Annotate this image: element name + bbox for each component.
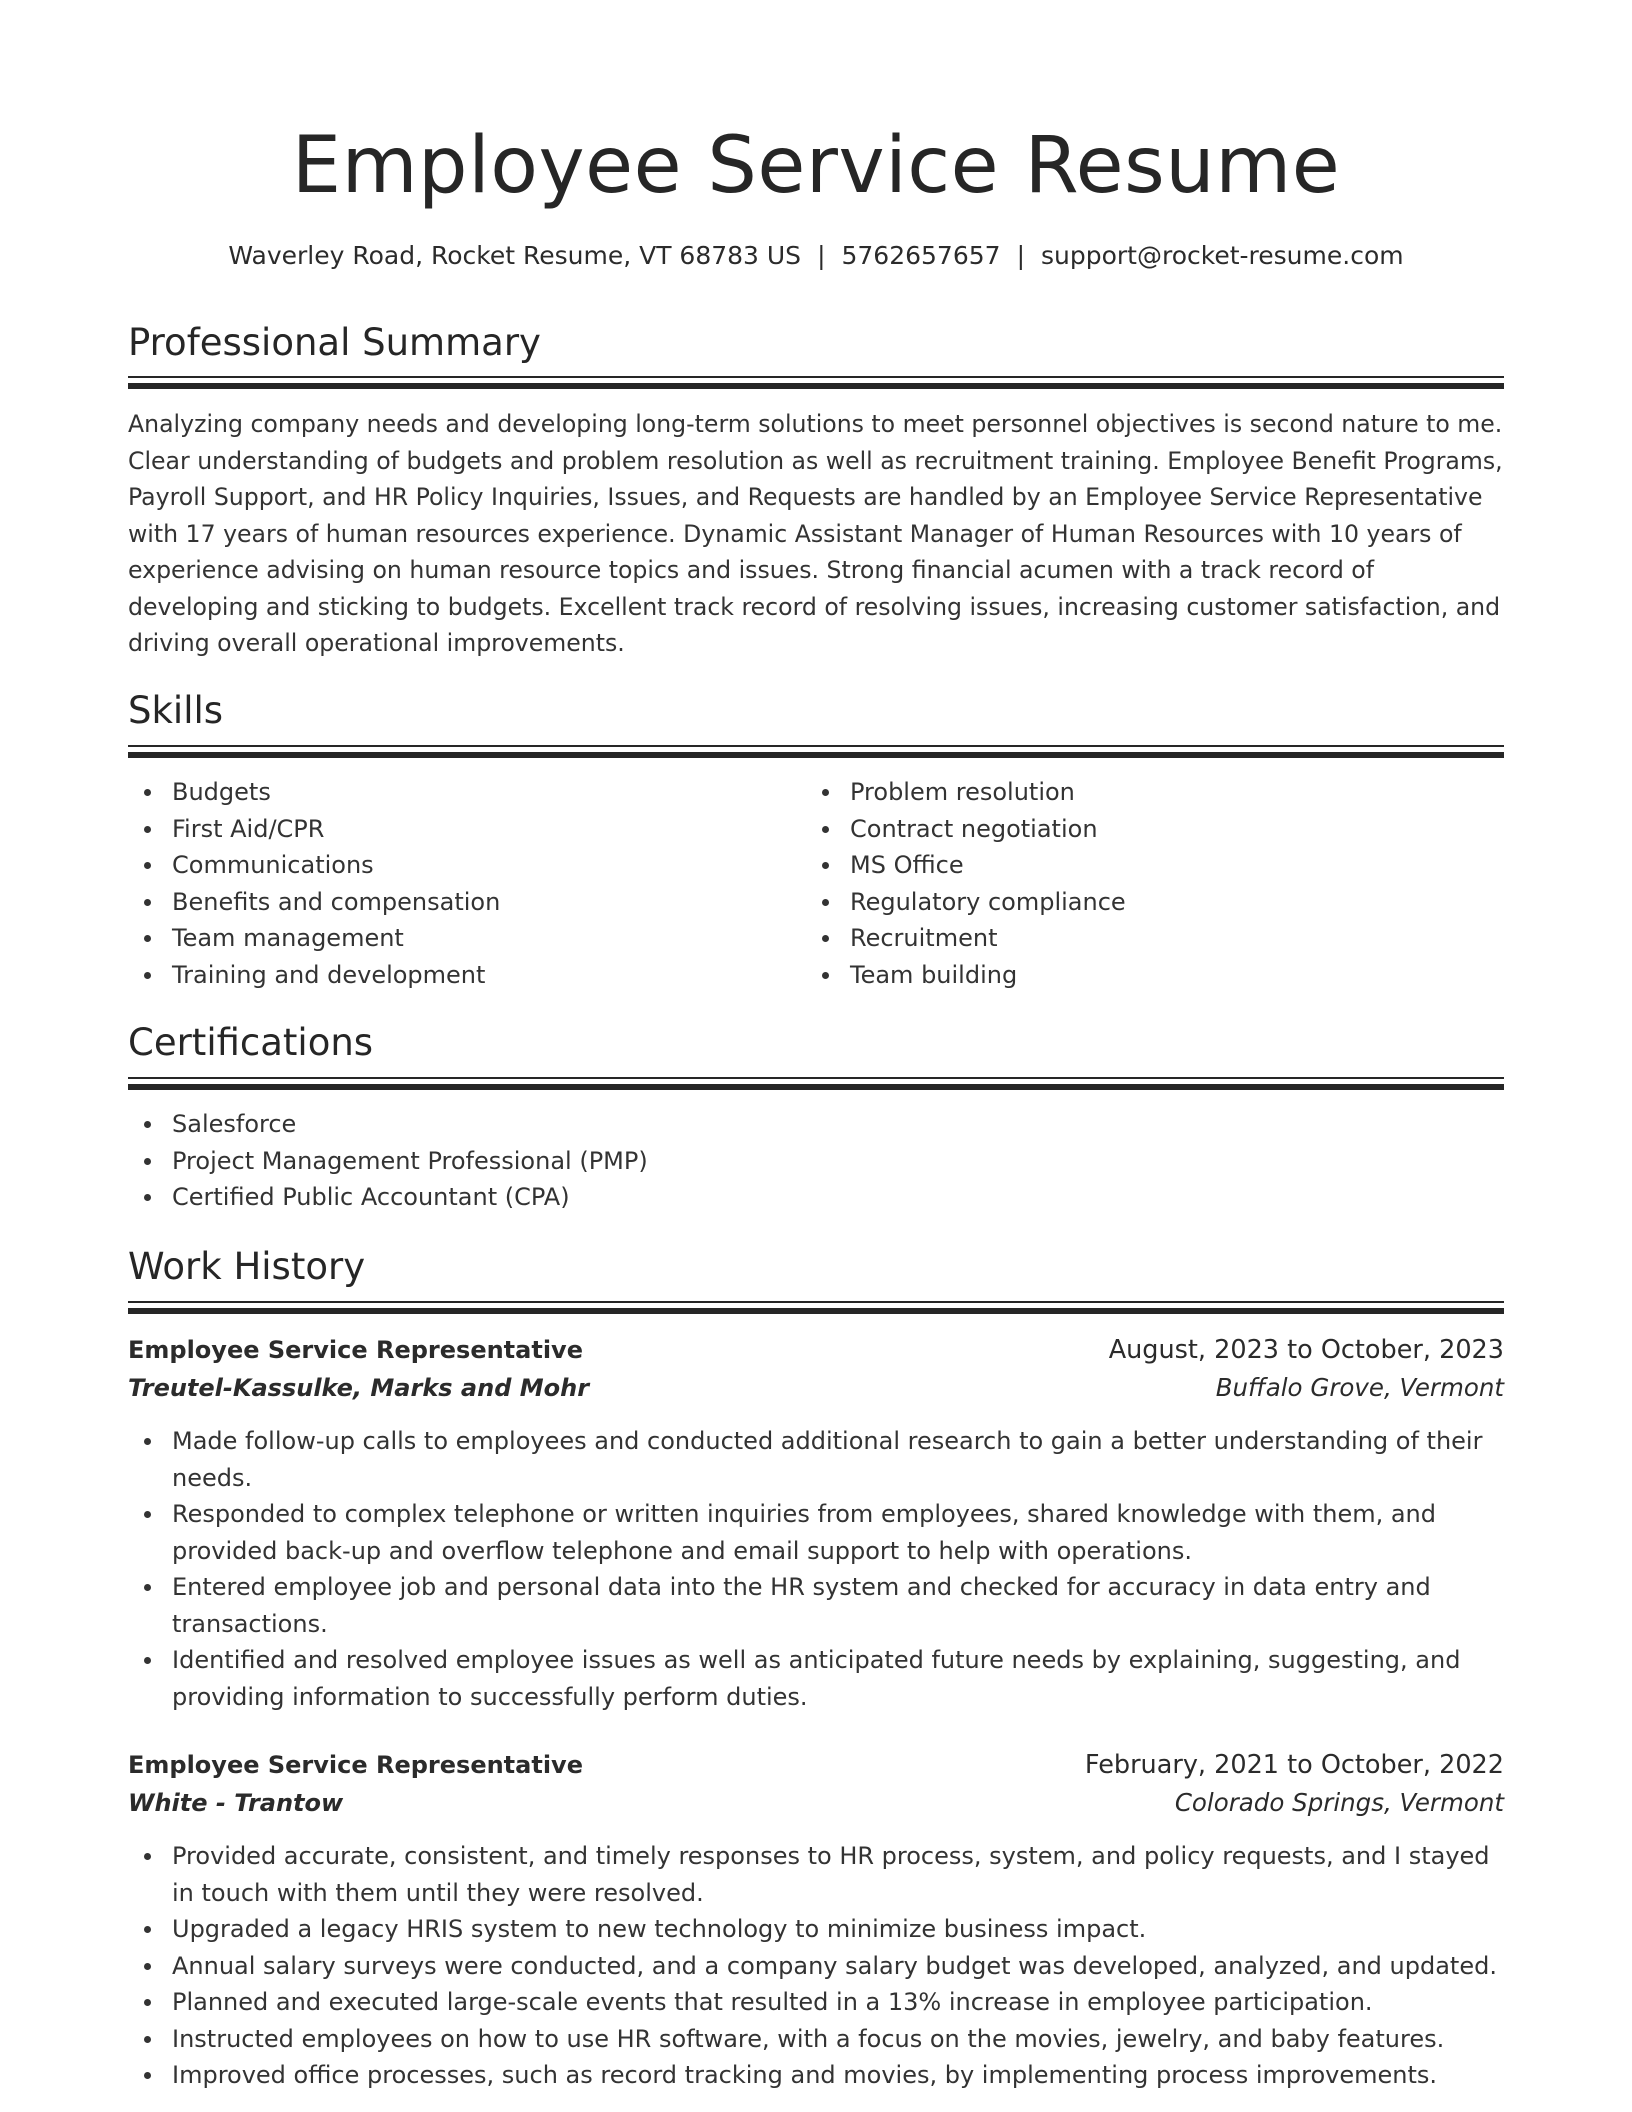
skill-item: Training and development bbox=[128, 957, 808, 994]
section-divider bbox=[128, 745, 1504, 758]
certification-item: Salesforce bbox=[128, 1106, 1504, 1143]
section-divider bbox=[128, 376, 1504, 389]
job-bullet: Provided accurate, consistent, and timely responses to HR process, system, and policy requests, and I stayed in touch with them until they were resolved. bbox=[128, 1838, 1504, 1911]
skill-item: Benefits and compensation bbox=[128, 884, 808, 921]
skill-item: Contract negotiation bbox=[806, 811, 1486, 848]
section-heading-skills: Skills bbox=[128, 689, 224, 732]
phone-number: 5762657657 bbox=[841, 241, 1001, 270]
job-bullet: Upgraded a legacy HRIS system to new technology to minimize business impact. bbox=[128, 1911, 1504, 1948]
job-entry bbox=[128, 1331, 1504, 1715]
resume-title: Employee Service Resume bbox=[291, 121, 1341, 211]
skill-item: Recruitment bbox=[806, 920, 1486, 957]
contact-separator: | bbox=[817, 241, 826, 270]
job-title: Employee Service Representative bbox=[128, 1336, 583, 1364]
skill-item: Regulatory compliance bbox=[806, 884, 1486, 921]
address: Waverley Road, Rocket Resume, VT 68783 US bbox=[228, 241, 802, 270]
skill-item: Team building bbox=[806, 957, 1486, 994]
section-heading-work-history: Work History bbox=[128, 1245, 366, 1288]
certification-item: Certified Public Accountant (CPA) bbox=[128, 1179, 1504, 1216]
job-bullet: Entered employee job and personal data into the HR system and checked for accuracy in data entry and transactions. bbox=[128, 1569, 1504, 1642]
job-company: Treutel-Kassulke, Marks and Mohr bbox=[128, 1374, 590, 1402]
certifications-list bbox=[128, 1106, 1504, 1216]
summary-text: Analyzing company needs and developing long-term solutions to meet personnel objectives is second nature to me. Clear understanding of budgets and problem resolution as well as recruitment training. Employee Benefit Programs, Payroll Support, and HR Policy Inquiries, Issues, and Requests are handled by an Employee Service Representative with 17 years of human resources experience. Dynamic Assistant Manager of Human Resources with 10 years of experience advising on human resource topics and issues. Strong financial acumen with a track record of developing and sticking to budgets. Excellent track record of resolving issues, increasing customer satisfaction, and driving overall operational improvements. bbox=[128, 410, 1503, 657]
skill-item: Problem resolution bbox=[806, 774, 1486, 811]
job-location: Colorado Springs, Vermont bbox=[1174, 1788, 1504, 1817]
job-company: White - Trantow bbox=[128, 1789, 344, 1817]
job-title: Employee Service Representative bbox=[128, 1751, 583, 1779]
certification-item: Project Management Professional (PMP) bbox=[128, 1143, 1504, 1180]
job-location: Buffalo Grove, Vermont bbox=[1215, 1373, 1504, 1402]
skill-item: Team management bbox=[128, 920, 808, 957]
skill-item: First Aid/CPR bbox=[128, 811, 808, 848]
section-heading-certifications: Certifications bbox=[128, 1021, 374, 1064]
skills-column-left bbox=[128, 774, 808, 993]
email-address: support@rocket-resume.com bbox=[1041, 241, 1404, 270]
job-bullet: Improved office processes, such as record tracking and movies, by implementing process improvements. bbox=[128, 2057, 1504, 2094]
section-divider bbox=[128, 1077, 1504, 1090]
job-dates: February, 2021 to October, 2022 bbox=[1084, 1750, 1504, 1780]
job-entry bbox=[128, 1746, 1504, 2094]
job-bullet: Responded to complex telephone or written inquiries from employees, shared knowledge with them, and provided back-up and overflow telephone and email support to help with operations. bbox=[128, 1496, 1504, 1569]
job-bullet: Planned and executed large-scale events that resulted in a 13% increase in employee participation. bbox=[128, 1984, 1504, 2021]
skill-item: Communications bbox=[128, 847, 808, 884]
job-bullet: Identified and resolved employee issues as well as anticipated future needs by explaining, suggesting, and providing information to successfully perform duties. bbox=[128, 1642, 1504, 1715]
job-bullet: Annual salary surveys were conducted, and a company salary budget was developed, analyzed, and updated. bbox=[128, 1948, 1504, 1985]
skills-column-right bbox=[806, 774, 1486, 993]
section-heading-summary: Professional Summary bbox=[128, 321, 541, 364]
contact-separator: | bbox=[1016, 241, 1025, 270]
section-divider bbox=[128, 1301, 1504, 1314]
skill-item: MS Office bbox=[806, 847, 1486, 884]
job-dates: August, 2023 to October, 2023 bbox=[1108, 1335, 1504, 1365]
job-bullet: Made follow-up calls to employees and conducted additional research to gain a better understanding of their needs. bbox=[128, 1423, 1504, 1496]
skill-item: Budgets bbox=[128, 774, 808, 811]
contact-line bbox=[128, 236, 1504, 276]
job-bullet: Instructed employees on how to use HR software, with a focus on the movies, jewelry, and baby features. bbox=[128, 2021, 1504, 2058]
